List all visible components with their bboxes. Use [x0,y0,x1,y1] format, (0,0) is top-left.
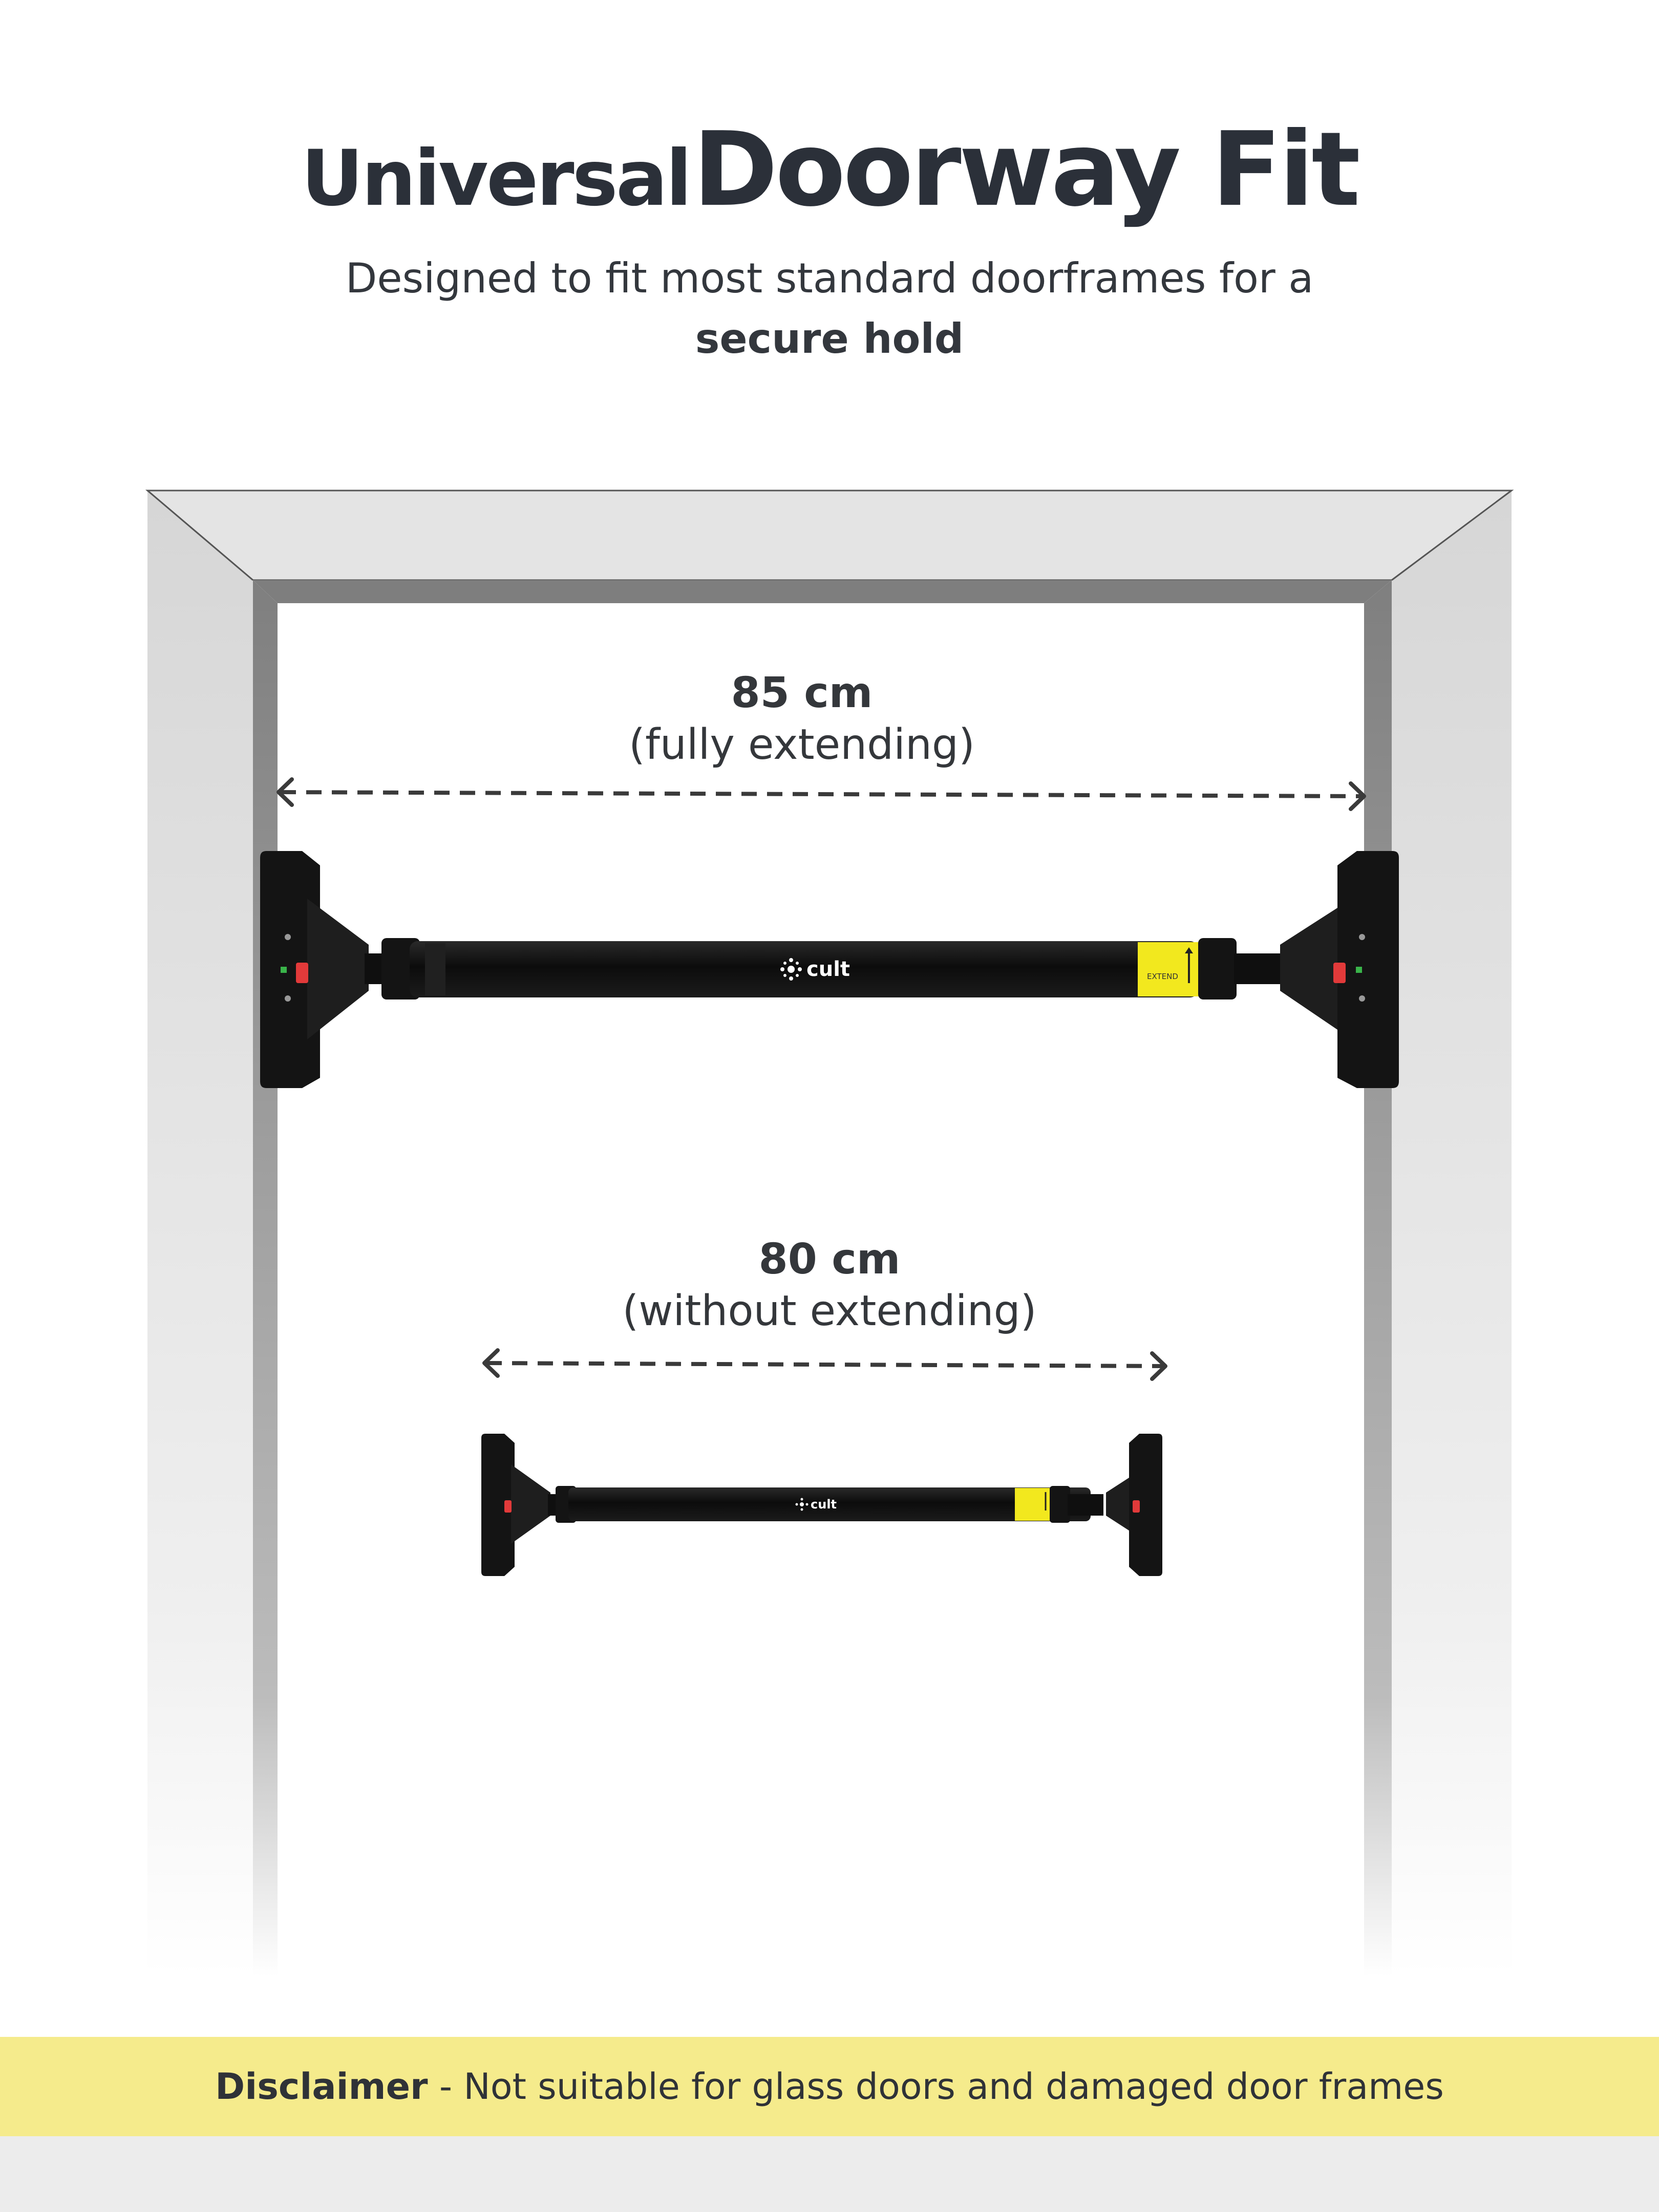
frame-inner-left-jamb [253,580,278,1976]
frame-left-trim [147,491,253,1976]
subtitle-line-2: secure hold [695,315,964,363]
extended-width-arrow [279,779,1364,809]
retracted-dimension-label [573,1234,1086,1337]
brand-label: cult [806,958,850,981]
footer-band [0,2136,1659,2212]
extend-sleeve-label: EXTEND [1147,972,1178,981]
title-part-2: Doorway Fit [693,110,1358,229]
retracted-width-arrow [484,1350,1165,1379]
frame-top-trim [147,491,1512,580]
retracted-width-value: 80 cm [758,1235,901,1284]
extended-width-value: 85 cm [731,669,873,717]
frame-right-trim [1392,491,1512,1976]
title-part-1: Universal [301,134,690,223]
disclaimer-separator: - [428,2066,464,2108]
disclaimer-text: Not suitable for glass doors and damaged door frames [463,2066,1444,2108]
pullup-bar-extended [260,851,1399,1088]
retracted-width-note: (without extending) [622,1287,1037,1335]
brand-label-small: cult [811,1497,837,1512]
disclaimer-label: Disclaimer [215,2066,428,2108]
extended-width-note: (fully extending) [629,720,975,769]
pullup-bar-retracted [481,1434,1162,1576]
frame-inner-header [253,580,1392,603]
disclaimer-banner [0,2037,1659,2136]
extended-dimension-label [597,668,1007,771]
frame-inner-right-jamb [1364,580,1392,1976]
subtitle-line-1: Designed to fit most standard doorframes for a [345,254,1314,302]
